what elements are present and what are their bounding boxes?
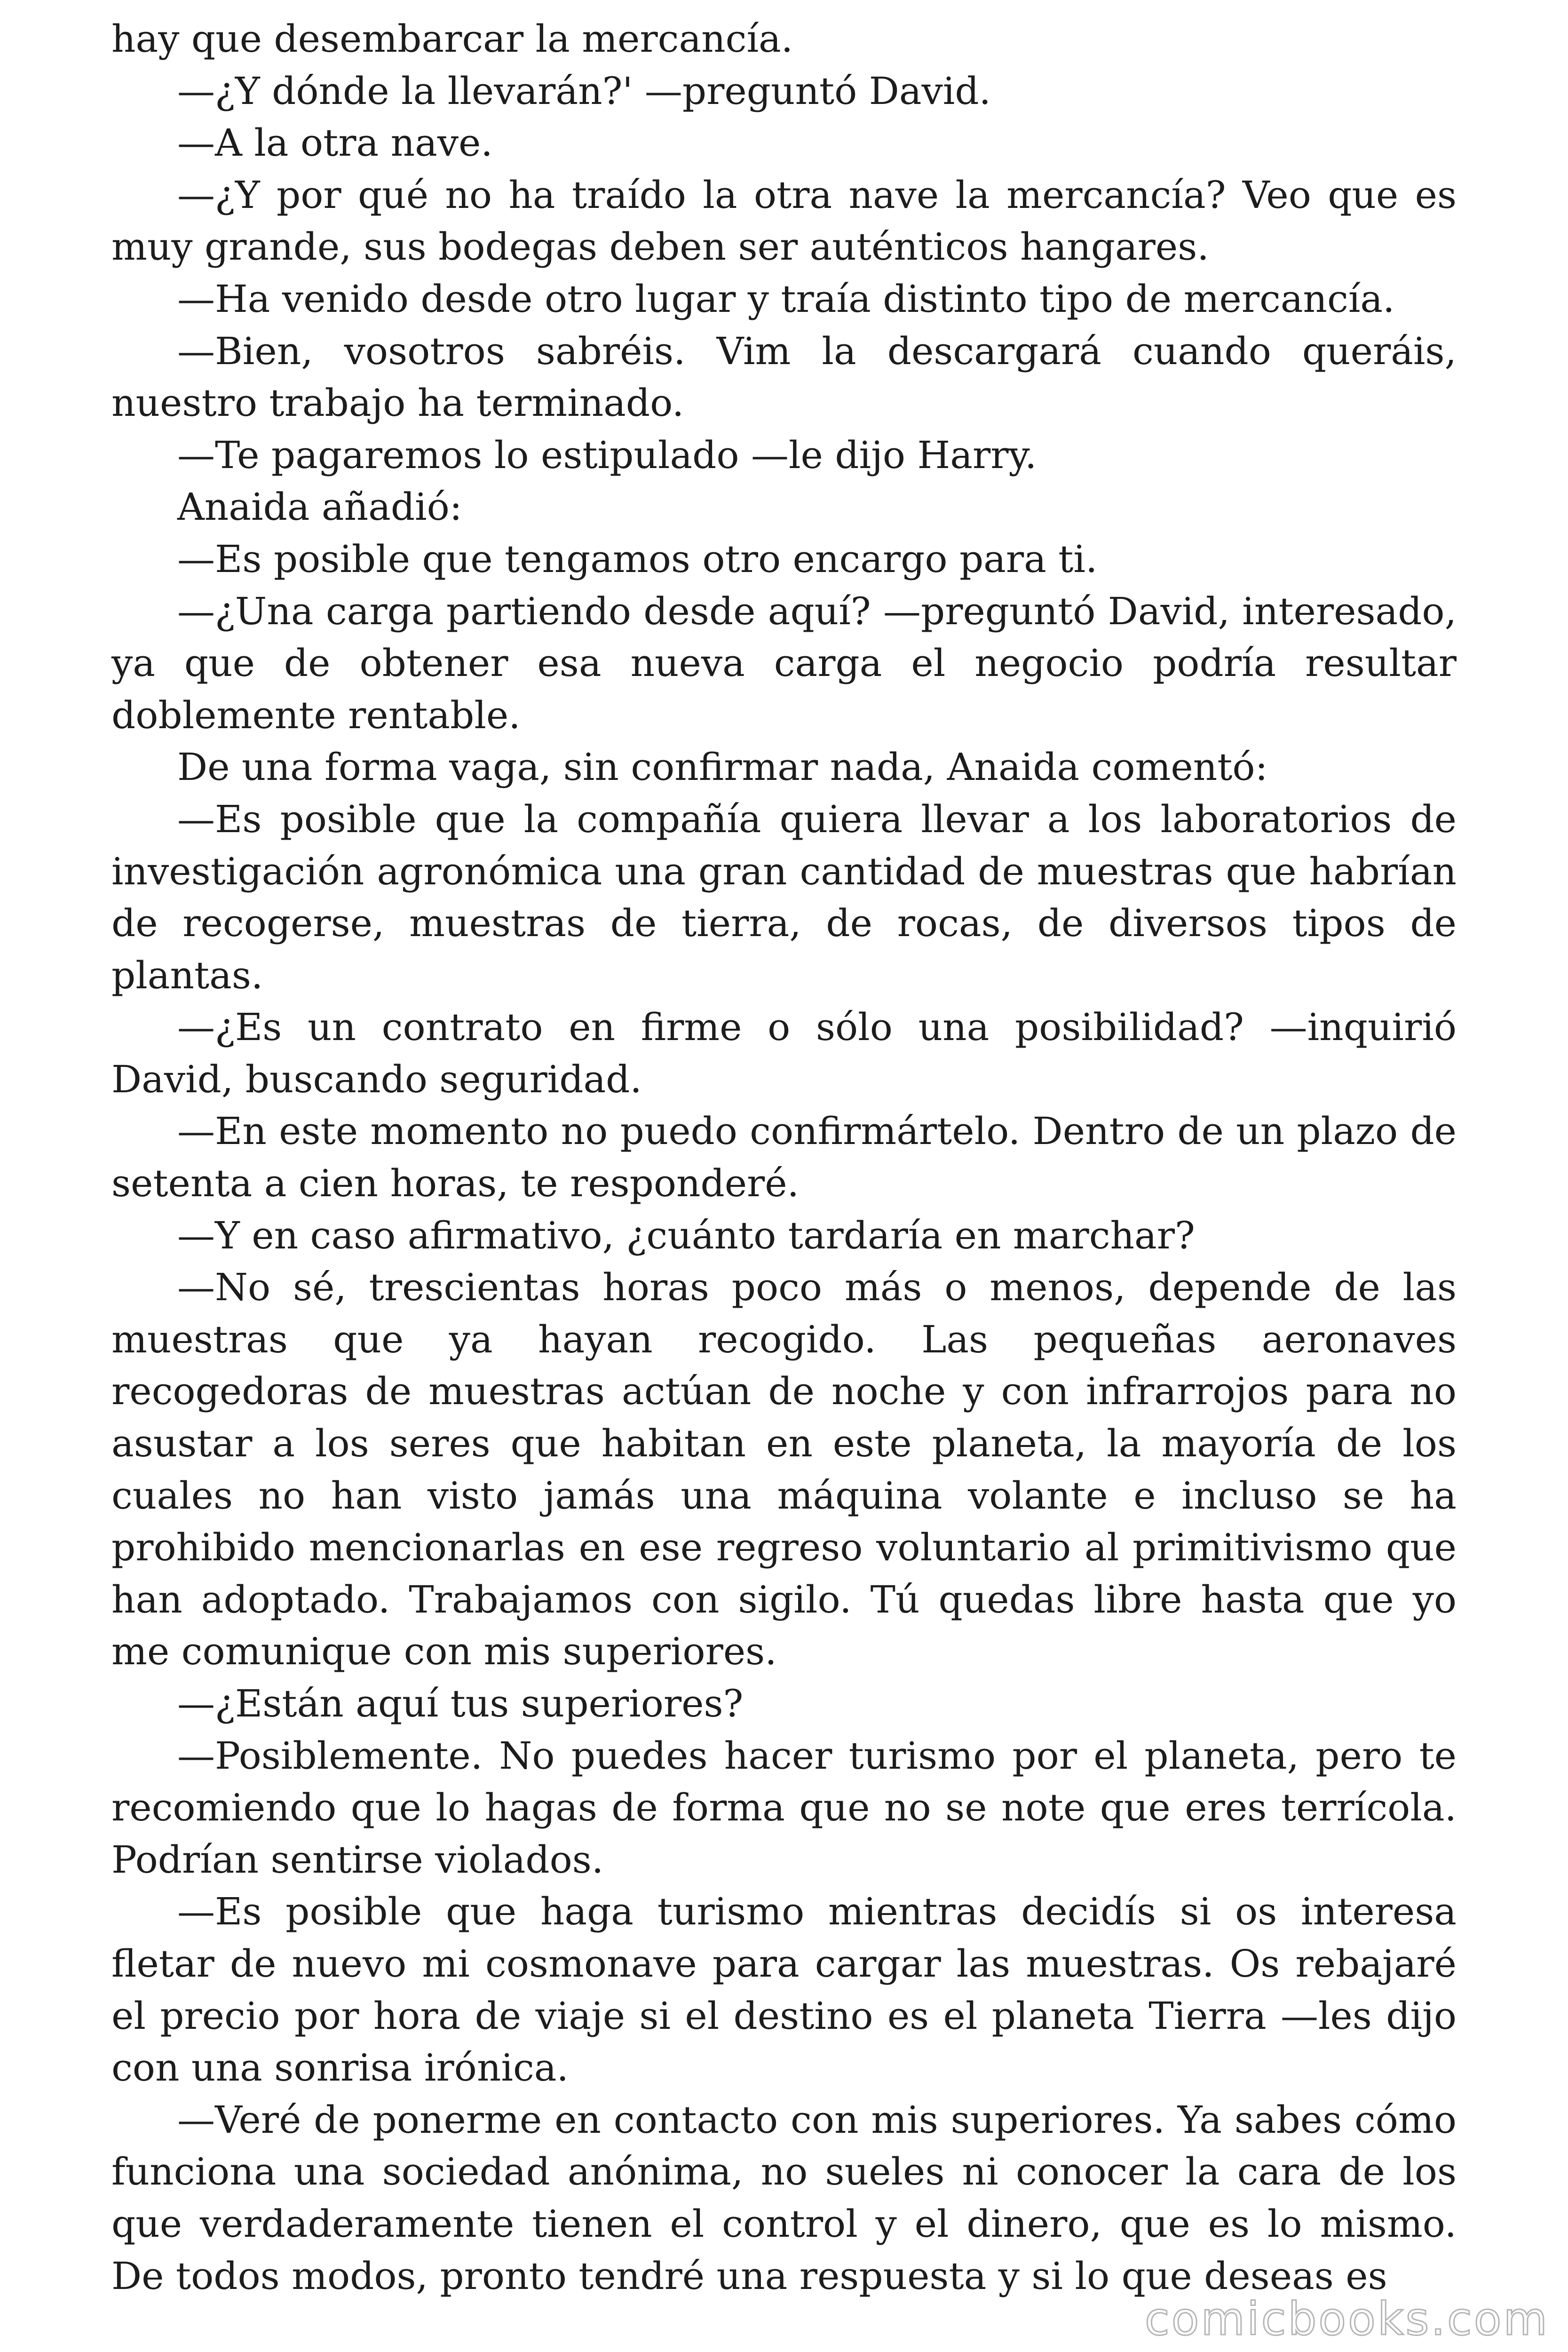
paragraph: —¿Y dónde la llevarán?' —preguntó David. — [177, 69, 991, 113]
paragraph: De una forma vaga, sin confirmar nada, Anaida comentó: — [177, 745, 1268, 789]
paragraph: —Posiblemente. No puedes hacer turismo por el planeta, pero te recomiendo que lo hagas de forma que no se note que eres terrícola. Podrían sentirse violados. — [111, 1733, 1457, 1882]
paragraph: —Es posible que tengamos otro encargo para ti. — [177, 537, 1098, 581]
paragraph: —Es posible que haga turismo mientras decidís si os interesa fletar de nuevo mi cosmonave para cargar las muestras. Os rebajaré el precio por hora de viaje si el destino es el planeta Tierra —les dijo con una sonrisa irónica. — [111, 1890, 1457, 2090]
paragraph: —En este momento no puedo confirmártelo. Dentro de un plazo de setenta a cien horas, te responderé. — [111, 1109, 1457, 1206]
paragraph: —A la otra nave. — [177, 121, 493, 165]
paragraph: —Y en caso afirmativo, ¿cuánto tardaría en marchar? — [177, 1213, 1195, 1257]
paragraph: —Ha venido desde otro lugar y traía distinto tipo de mercancía. — [177, 277, 1395, 321]
paragraph: —No sé, trescientas horas poco más o menos, depende de las muestras que ya hayan recogido. Las pequeñas aeronaves recogedoras de muestras actúan de noche y con infrarrojos para no asustar a los seres que habitan en este planeta, la mayoría de los cuales no han visto jamás una máquina volante e incluso se ha prohibido mencionarlas en ese regreso voluntario al primitivismo que han adoptado. Trabajamos con sigilo. Tú quedas libre hasta que yo me comunique con mis superiores. — [111, 1265, 1457, 1674]
paragraph: —¿Están aquí tus superiores? — [177, 1682, 744, 1725]
paragraph: —Es posible que la compañía quiera llevar a los laboratorios de investigación agronómica una gran cantidad de muestras que habrían de recogerse, muestras de tierra, de rocas, de diversos tipos de plantas. — [111, 797, 1457, 997]
paragraph: —Veré de ponerme en contacto con mis superiores. Ya sabes cómo funciona una sociedad anónima, no sueles ni conocer la cara de los que verdaderamente tienen el control y el dinero, que es lo mismo. De todos modos, pronto tendré una respuesta y si lo que deseas es — [111, 2098, 1457, 2298]
paragraph: —Bien, vosotros sabréis. Vim la descargará cuando queráis, nuestro trabajo ha terminado. — [111, 329, 1457, 425]
body-text — [111, 13, 1457, 2302]
paragraph: —Te pagaremos lo estipulado —le dijo Harry. — [177, 433, 1037, 477]
paragraph: Anaida añadió: — [177, 485, 462, 529]
watermark: comicbooks.com — [1144, 2293, 1549, 2345]
paragraph: —¿Y por qué no ha traído la otra nave la mercancía? Veo que es muy grande, sus bodegas deben ser auténticos hangares. — [111, 173, 1457, 269]
paragraph: —¿Una carga partiendo desde aquí? —preguntó David, interesado, ya que de obtener esa nueva carga el negocio podría resultar doblemente rentable. — [111, 589, 1457, 737]
paragraph: hay que desembarcar la mercancía. — [111, 17, 793, 61]
paragraph: —¿Es un contrato en firme o sólo una posibilidad? —inquirió David, buscando seguridad. — [111, 1005, 1457, 1101]
